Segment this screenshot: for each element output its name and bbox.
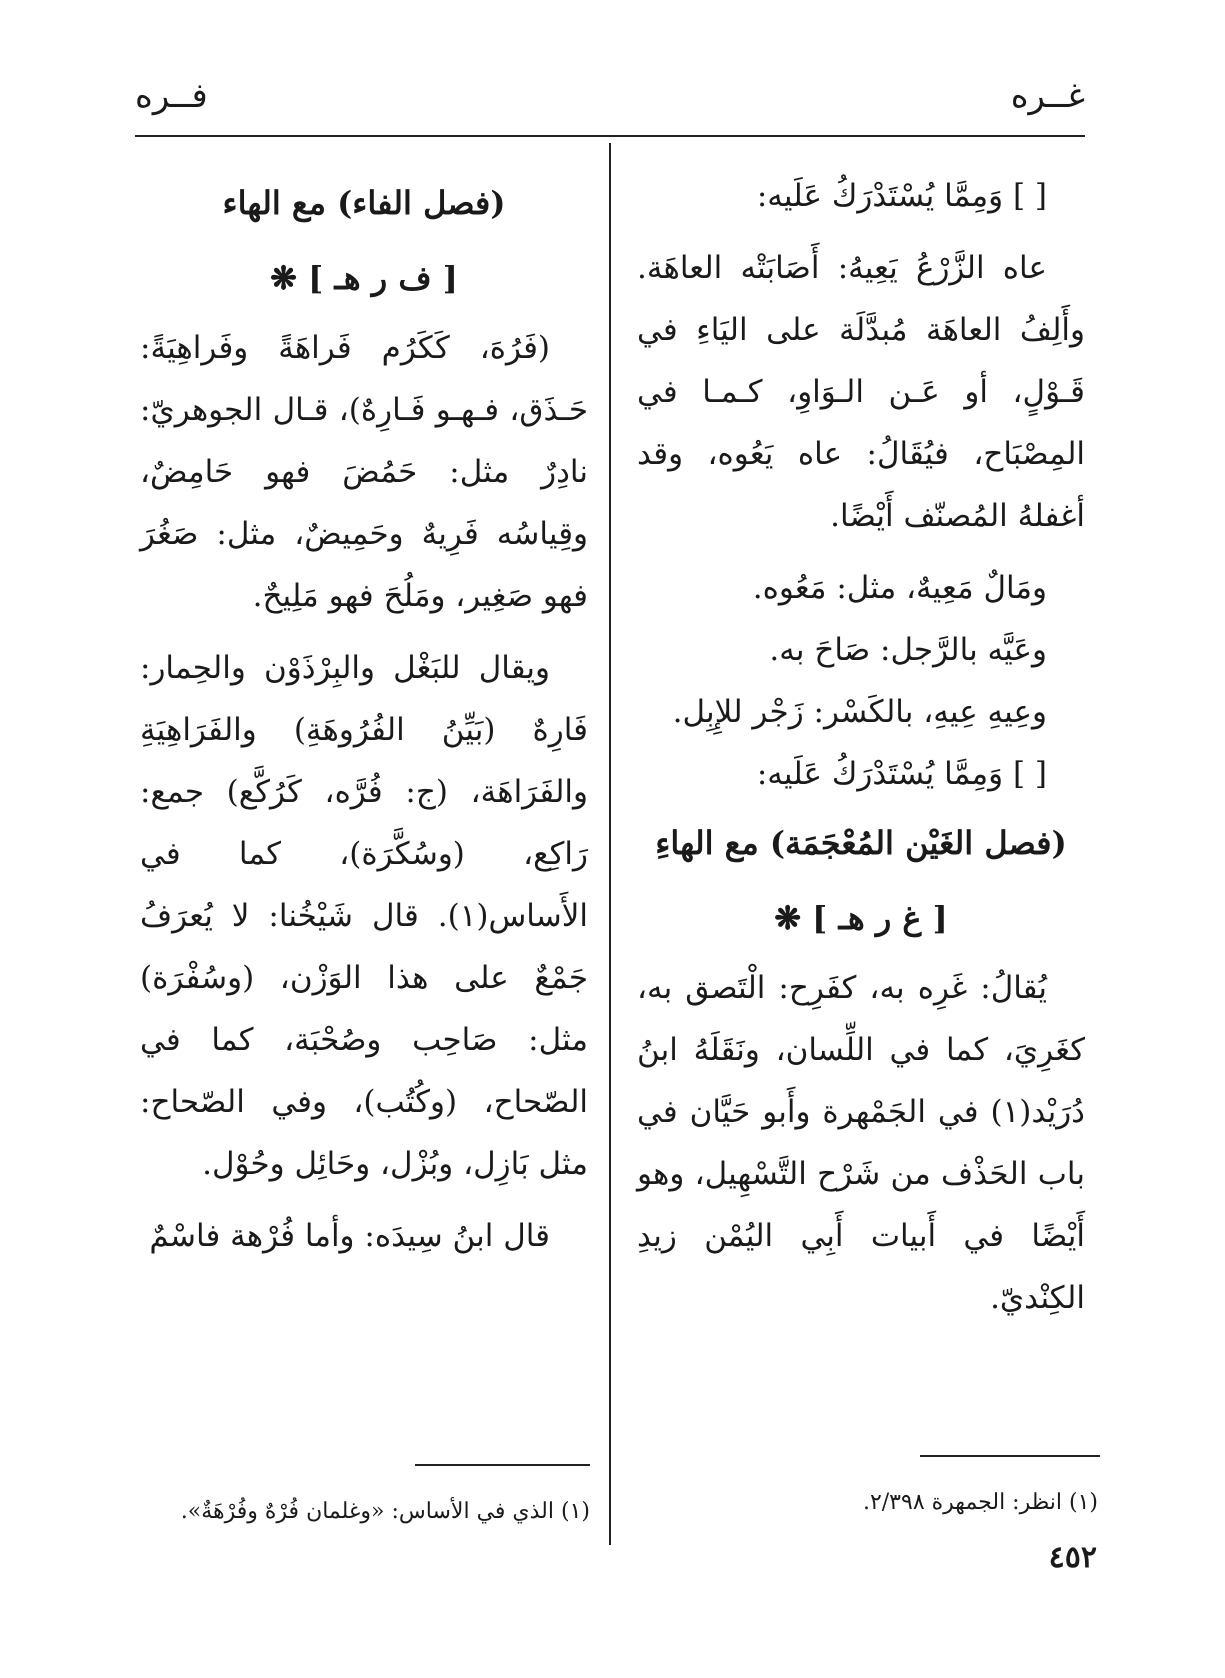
section-heading-fa: (فصل الفاء) مع الهاء — [222, 184, 506, 222]
footnote-rule-left — [415, 1464, 590, 1466]
running-header-right: غــره — [1010, 76, 1085, 116]
right-paragraph-5: وعِيهِ عِيهِ، بالكَسْر: زَجْر للإِبِل. — [672, 694, 1047, 730]
footnote-right: (١) انظر: الجمهرة ٢/٣٩٨. — [862, 1490, 1098, 1515]
right-paragraph-1: [ ] وَمِمَّا يُسْتَدْرَكُ عَلَيه: — [756, 178, 1047, 214]
header-rule — [135, 135, 1085, 137]
column-divider — [609, 143, 611, 1545]
left-column — [140, 165, 588, 1277]
right-paragraph-2: عاه الزَّرْعُ يَعِيهُ: أَصَابَتْه العاهَة. وأَلِفُ العاهَة مُبدَّلَة على اليَاءِ في قَـوْلٍ، أو عَـن الـوَاوِ، كـمـا في المِصْبَاح، فيُقَالُ: عاه يَعُوه، وقد أغفلهُ المُصنّف أَيْضًا. — [637, 250, 1085, 534]
right-column — [637, 165, 1085, 1339]
left-paragraph-1: (فَرُهَ، كَكَرُم فَراهَةً وفَراهِيَةً: حَـذَق، فـهـو فَـارِهٌ)، قـال الجوهريّ: نادِرٌ مثل: حَمُضَ فهو حَامِضٌ، وقِياسُه فَرِيهٌ وحَمِيضٌ، مثل: صَغُرَ فهو صَغِير، ومَلُحَ فهو مَلِيحٌ. — [140, 330, 588, 614]
right-paragraph-6: [ ] وَمِمَّا يُسْتَدْرَكُ عَلَيه: — [756, 756, 1047, 792]
section-heading-ghayn: (فصل الغَيْن المُعْجَمَة) مع الهاءِ — [655, 824, 1067, 862]
footnote-rule-right — [920, 1455, 1100, 1457]
left-paragraph-3: قال ابنُ سِيدَه: وأما فُرْهة فاسْمٌ — [149, 1218, 550, 1254]
right-paragraph-4: وعَيَّه بالرَّجل: صَاحَ به. — [769, 632, 1047, 668]
entry-heading-frh: [ ف ر هـ ] ❋ — [270, 259, 458, 297]
page-number: ٤٥٢ — [1048, 1540, 1097, 1575]
left-paragraph-2: ويقال للبَغْل والبِرْذَوْن والحِمار: فَارِهٌ (بَيِّنُ الفُرُوهَةِ) والفَرَاهِيَةِ والفَرَاهَة، (ج: فُرَّه، كَرُكَّع) جمع: رَاكِع، (وسُكَّرَة)، كما في الأَساس(١). قال شَيْخُنا: لا يُعرَفُ جَمْعٌ على هذا الوَزْن، (وسُفْرَة) مثل: صَاحِب وصُحْبَة، كما في الصّحاح، (وكُتُب)، وفي الصّحاح: مثل بَازِل، وبُزْل، وحَائِل وحُوْل. — [140, 650, 588, 1182]
right-paragraph-3: ومَالٌ مَعِيهٌ، مثل: مَعُوه. — [752, 570, 1047, 606]
entry-heading-ghrh: [ غ ر هـ ] ❋ — [774, 899, 948, 937]
right-paragraph-7: يُقالُ: غَرِه به، كفَرِح: الْتَصق به، كغَرِيَ، كما في اللِّسان، ونَقَلَهُ ابنُ دُرَيْد(١) في الجَمْهرة وأَبو حَيَّان في باب الحَذْف من شَرْح التَّسْهِيل، وهو أَيْضًا في أَبيات أَبِي اليُمْن زيدِ الكِنْديّ. — [637, 970, 1085, 1316]
running-header-left: فــره — [135, 76, 208, 116]
footnote-left: (١) الذي في الأساس: «وغلمان فُرْهٌ وفُرْهَةٌ». — [180, 1499, 590, 1524]
